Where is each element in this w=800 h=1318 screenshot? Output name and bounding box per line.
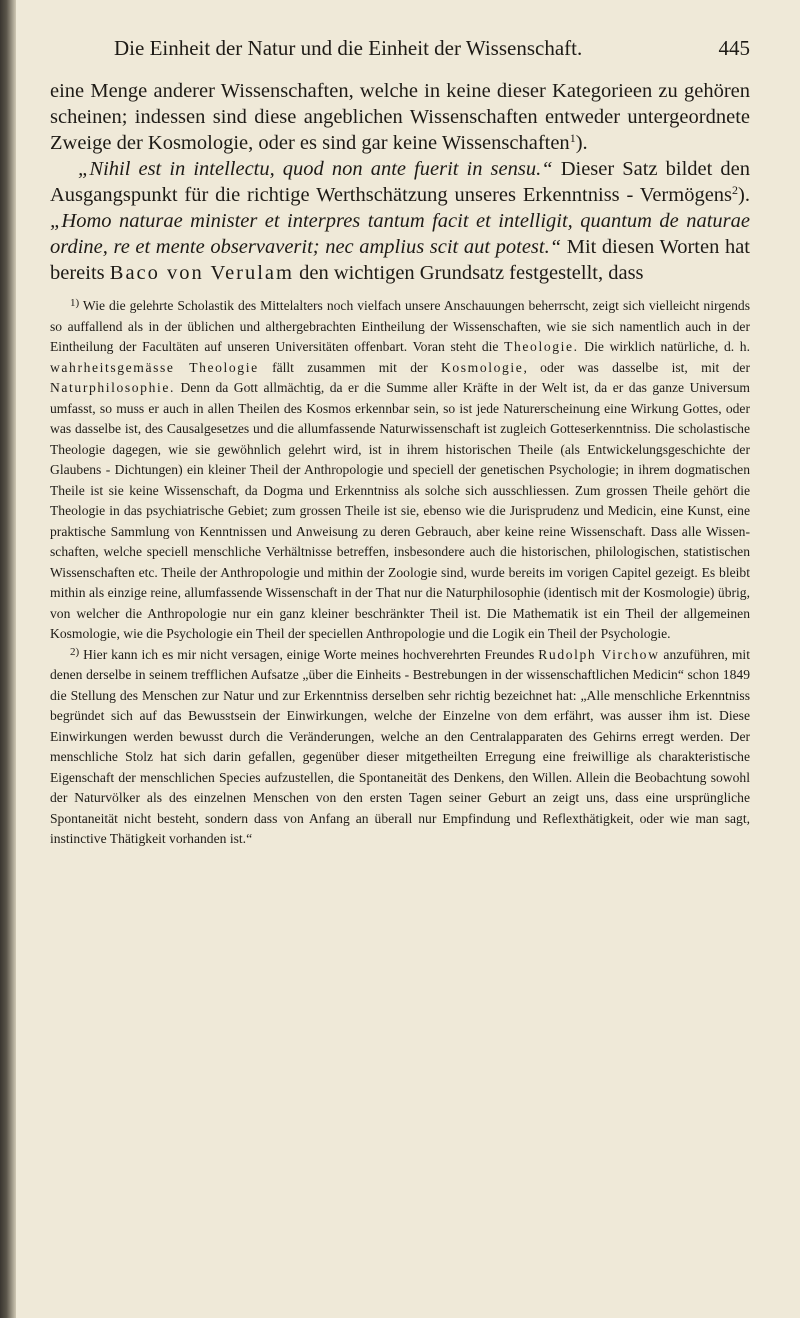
footnotes xyxy=(50,296,750,850)
footnote-1-text-d: , oder was dasselbe ist, mit der xyxy=(523,359,750,375)
book-page xyxy=(50,36,750,850)
footnote-1-kosmologie: Kosmologie xyxy=(440,359,524,375)
footnote-2-text-a: Hier kann ich es mir nicht versagen, einige Worte meines hochverehrten Freundes xyxy=(79,646,539,662)
baco-von-verulam: Baco von Verulam xyxy=(109,262,294,284)
page-number: 445 xyxy=(718,36,750,60)
footnote-1-naturphilosophie: Naturphilosophie. xyxy=(50,380,175,395)
footnote-1-text-a: Wie die gelehrte Scholastik des Mittelalters noch vielfach unsere Anschauungen beherrscht, zeigt sich vielleicht nirgends so auffallend als in der üblichen und althergebrachten Eintheilung der Wissenschaften, wie sie sich namentlich auch in der Eintheilung der Facultäten auf unseren Universitäten offenbart. Voran steht die xyxy=(50,298,750,354)
paragraph-1-text: eine Menge anderer Wissenschaften, welche in keine dieser Kategorieen zu gehören scheinen; indessen sind diese angeblichen Wissenschaften entweder untergeordnete Zweige der Kosmologie, oder es sind gar keine Wissenschaften xyxy=(50,80,750,154)
footnote-1-theologie: Theologie. xyxy=(504,339,579,354)
footnote-1 xyxy=(50,296,750,645)
paragraph-2-text-c: Mit diesen Worten hat bereits xyxy=(50,236,750,284)
book-binding-edge xyxy=(0,0,16,1318)
main-text xyxy=(50,78,750,286)
footnote-2-text-b: anzuführen, mit denen derselbe in seinem trefflichen Aufsatze „über die Einheits - Bestrebungen in der wissenschaftlichen Medicin“ schon 1849 die Stellung des Menschen zur Natur und zur Erkenntniss derselben sehr richtig bezeichnet hat: „Alle menschliche Erkenntniss begründet sich auf das Bewusstsein der Einwirkungen, welche der Einzelne von dem erfährt, was ausser ihm ist. Diese Einwirkungen werden bewusst durch die Veränderungen, welche an den Centralapparaten des Gehirns erregt werden. Der menschliche Stolz hat sich darin gefallen, gegenüber dieser mitgetheilten Erregung eine freiwillige als charakteristische Eigenschaft der menschlichen Species aufzustellen, die Spontaneität des Denkens, den Willen. Allein die Beobachtung sowohl der Naturvölker als des einzelnen Menschen von den ersten Tagen seiner Geburt an zeigt uns, dass eine ursprüngliche Spontaneität nicht besteht, sondern dass von Anfang an überall nur Empfindung und Reflexthätigkeit, oder wie man sagt, instinctive Thätigkeit vorhanden ist.“ xyxy=(50,646,750,846)
footnote-ref-2: 2 xyxy=(732,183,739,197)
homo-naturae-quote: „Homo naturae minister et interpres tantum facit et intelligit, quantum de naturae ordine, re et mente observaverit; nec amplius scit aut potest.“ xyxy=(50,210,750,258)
footnote-1-marker: 1) xyxy=(70,297,80,309)
page-header xyxy=(50,36,750,66)
paragraph-2-text-b: ). xyxy=(738,184,750,206)
footnote-ref-1: 1 xyxy=(569,131,576,145)
footnote-2-marker: 2) xyxy=(70,645,80,658)
paragraph-2-text-a: Dieser Satz bildet den Ausgangspunkt für die richtige Werthschätzung unseres Erkenntniss - Vermögens xyxy=(50,158,750,206)
footnote-1-text-e: Denn da Gott allmächtig, da er die Summe aller Kräfte in der Welt ist, da er das ganze Universum umfasst, so muss er auch in allen Theilen des Kosmos erkennbar sein, so ist jede Naturerscheinung eine Wirkung Gottes, oder was dasselbe ist, des Causalgesetzes und die allumfassende Naturwissenschaft ist zugleich Gotteserkenntniss. Die scholastische Theologie dagegen, wie sie gewöhnlich gelehrt wird, ist in ihrem historischen Theile (als Entwickelungsgeschichte der Glaubens - Dichtungen) ein kleiner Theil der Anthropologie und speciell der genetischen Psychologie; in ihrem dogmatischen Theile ist sie keine Wissenschaft, da Dogma und Erkenntniss als solche sich ausschliessen. Zum grossen Theile gehört die Theologie in das psychiatrische Gebiet; zum grossen Theile ist sie, ebenso wie die Jurisprudenz und Medicin, eine Kunst, eine praktische Sammlung von Kenntnissen und Anweisung zu deren Gebrauch, aber keine reine Wissenschaft. Dass alle Wissenschaften, welche speciell menschliche Verhältnisse betreffen, insbesondere auch die historischen, philologischen, statistischen Wissenschaften etc. Theile der Anthropologie und mithin der Zoologie sind, wurde bereits im vorigen Capitel gezeigt. Es bleibt mithin als einzige reine, allumfassende Wissenschaft in der That nur die Naturphilosophie (identisch mit der Kosmologie) übrig, von welcher die Anthropologie nur ein ganz kleiner beschränkter Theil ist. Die Mathematik ist ein Theil der allgemeinen Kosmologie, wie die Psychologie ein Theil der speciellen Anthropologie und die Logik ein Theil der Psychologie. xyxy=(50,380,750,641)
footnote-1-text-c: fällt zusammen mit der xyxy=(258,359,441,375)
paragraph-2 xyxy=(50,156,750,286)
footnote-2 xyxy=(50,645,750,850)
paragraph-2-text-d: den wichtigen Grundsatz festgestellt, dass xyxy=(293,262,644,284)
paragraph-1-end: ). xyxy=(575,132,588,154)
footnote-2-virchow: Rudolph Virchow xyxy=(538,646,660,662)
footnote-1-text-b: Die wirklich natürliche, d. h. xyxy=(578,339,750,354)
nihil-est-quote: „Nihil est in intellectu, quod non ante fuerit in sensu.“ xyxy=(78,158,553,180)
running-title: Die Einheit der Natur und die Einheit der Wissenschaft. xyxy=(114,36,583,60)
paragraph-1 xyxy=(50,78,750,156)
footnote-1-wahrheitsgemaesse: wahrheitsgemässe Theologie xyxy=(50,359,259,375)
